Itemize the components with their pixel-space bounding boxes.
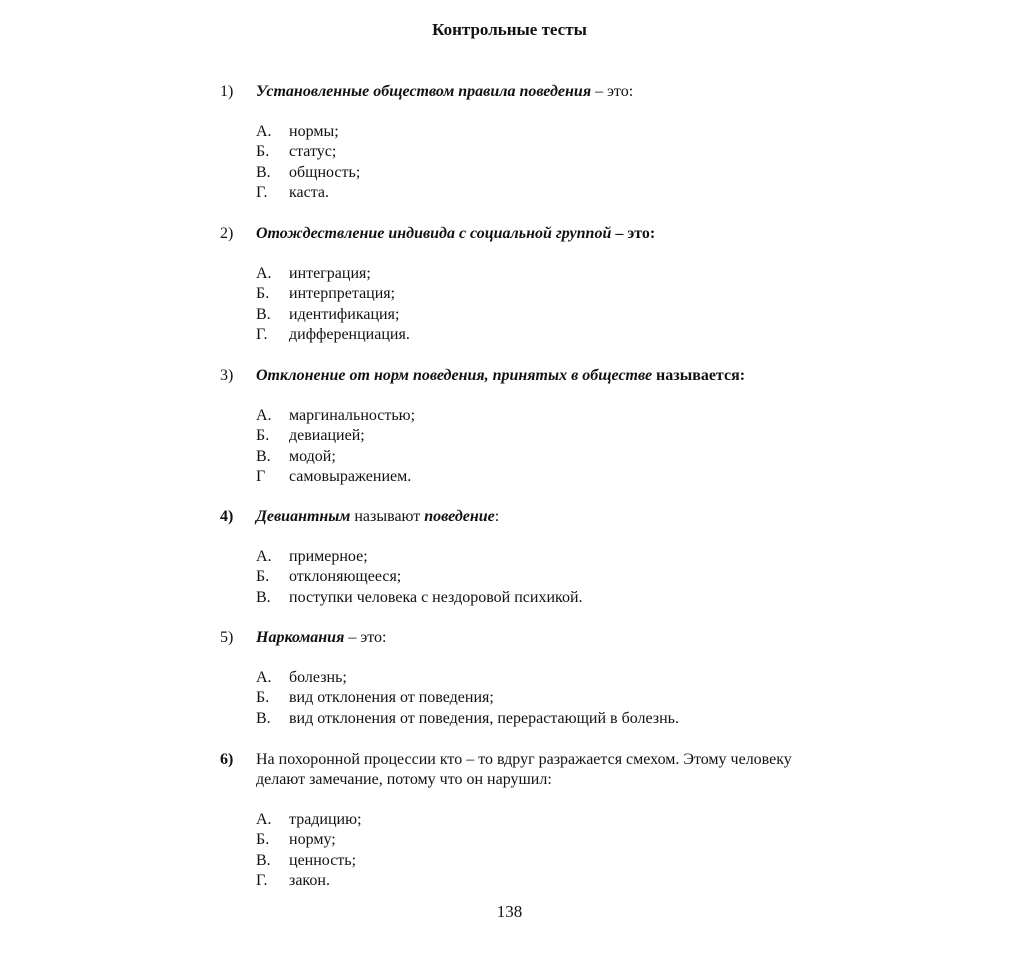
question-3-number: 3) [220,367,234,384]
option-g [256,325,820,345]
question-5-number: 5) [220,629,234,646]
question-4-text [220,507,820,527]
question-5-options [220,668,820,729]
question-6 [220,750,820,891]
question-4-middle: называют [350,508,425,525]
option-text: маргинальностью; [289,407,416,424]
option-letter: А. [256,123,272,140]
option-letter: Б. [256,285,270,303]
option-letter: В. [256,709,271,727]
option-letter: В. [256,851,271,869]
question-1 [220,82,820,203]
question-5-suffix: – это: [344,629,387,646]
option-text: интерпретация; [289,285,396,303]
option-a [256,264,820,284]
option-text: общность; [289,163,361,181]
option-letter: Б. [256,143,270,161]
option-text: болезнь; [289,669,347,686]
question-6-text [220,750,820,790]
option-letter: А. [256,548,272,565]
option-a [256,810,820,830]
option-letter: А. [256,811,272,828]
option-b [256,426,820,446]
option-text: интеграция; [289,265,371,282]
option-b [256,830,820,850]
option-v [256,709,820,729]
option-letter: В. [256,588,271,606]
option-letter: Г. [256,871,268,889]
question-5-text [220,628,820,648]
option-letter: А. [256,407,272,424]
question-2-options [220,264,820,345]
option-g [256,871,820,891]
option-text: вид отклонения от поведения, перерастающий в болезнь. [289,709,679,727]
question-2-term: Отождествление индивида с социальной группой [256,225,612,242]
option-text: дифференциация. [289,325,410,343]
question-2-suffix: – это: [611,225,656,242]
question-4-options [220,547,820,608]
question-3-term: Отклонение от норм поведения, принятых в обществе [256,367,653,384]
question-3-options [220,406,820,487]
option-a [256,122,820,142]
option-b [256,688,820,708]
option-letter: Г. [256,325,268,343]
page-title: Контрольные тесты [432,20,587,39]
option-g [256,183,820,203]
question-1-term: Установленные обществом правила поведения [256,83,592,100]
question-3 [220,366,820,487]
question-1-text [220,82,820,102]
question-4-term-2: поведение [424,508,495,525]
question-4-term: Девиантным [256,508,351,525]
option-text: поступки человека с нездоровой психикой. [289,588,583,606]
option-letter: Г. [256,183,268,201]
option-letter: Г [256,467,266,485]
question-4-number: 4) [220,508,234,525]
option-v [256,163,820,183]
option-letter: А. [256,669,272,686]
option-v [256,588,820,608]
option-a [256,547,820,567]
option-b [256,284,820,304]
question-3-suffix: называется: [652,367,746,384]
question-4-suffix: : [494,508,500,525]
option-letter: Б. [256,689,270,707]
option-letter: В. [256,305,271,323]
option-letter: Б. [256,568,270,586]
option-v [256,305,820,325]
question-6-body: На похоронной процессии кто – то вдруг разражается смехом. Этому человеку делают замечание, потому что он нарушил: [256,751,792,788]
option-a [256,668,820,688]
option-g [256,467,820,487]
option-v [256,851,820,871]
option-letter: В. [256,163,271,181]
option-letter: Б. [256,427,270,445]
question-6-number: 6) [220,751,234,768]
option-text: отклоняющееся; [289,568,402,586]
option-letter: А. [256,265,272,282]
option-text: традицию; [289,811,362,828]
option-letter: Б. [256,831,270,849]
option-b [256,142,820,162]
option-text: каста. [289,183,330,201]
option-text: идентификация; [289,305,400,323]
option-b [256,567,820,587]
question-5-term: Наркомания [256,629,345,646]
question-1-suffix: – это: [591,83,634,100]
question-5 [220,628,820,729]
option-text: самовыражением. [289,467,412,485]
question-6-options [220,810,820,891]
question-3-text [220,366,820,386]
question-2-text [220,224,820,244]
option-text: норму; [289,831,336,849]
option-v [256,447,820,467]
question-2-number: 2) [220,225,234,242]
option-text: девиацией; [289,427,365,445]
option-text: закон. [289,871,330,889]
option-text: нормы; [289,123,339,140]
option-text: вид отклонения от поведения; [289,689,494,707]
option-text: примерное; [289,548,368,565]
option-text: модой; [289,447,336,465]
page-number: 138 [496,902,523,921]
question-1-options [220,122,820,203]
question-4 [220,507,820,608]
question-1-number: 1) [220,83,234,100]
question-2 [220,224,820,345]
option-letter: В. [256,447,271,465]
option-text: статус; [289,143,337,161]
option-text: ценность; [289,851,357,869]
option-a [256,406,820,426]
